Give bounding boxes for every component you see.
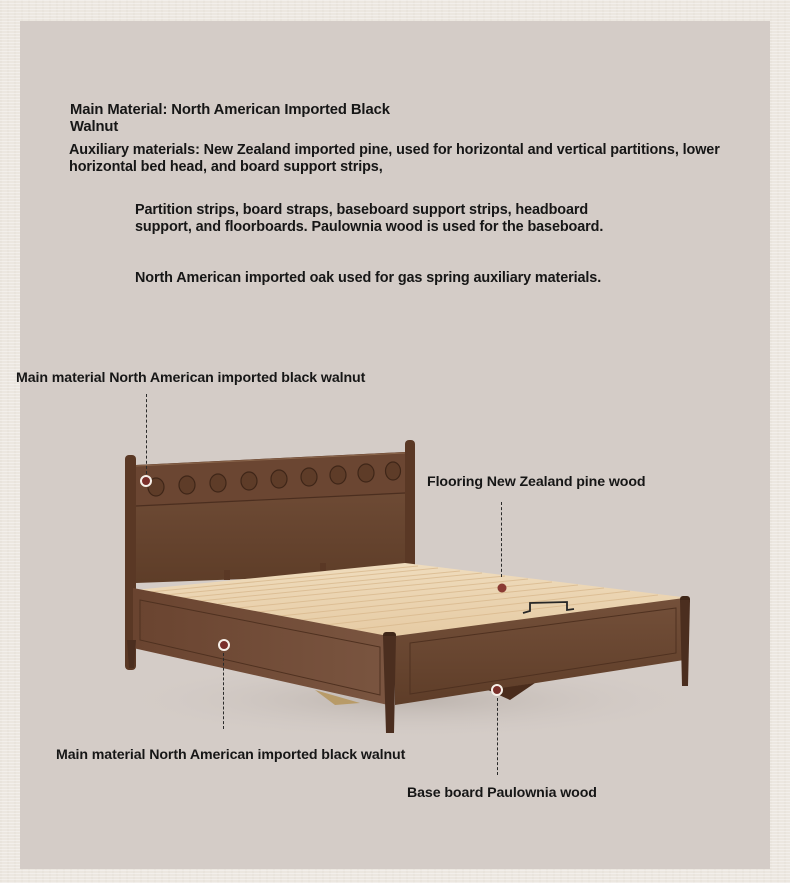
callout-flooring-leader	[501, 502, 502, 577]
hotspot-headboard[interactable]	[140, 475, 152, 487]
oak-note-text: North American imported oak used for gas spring auxiliary materials.	[135, 270, 602, 286]
callout-headboard-label: Main material North American imported black walnut	[16, 370, 366, 386]
partition-note-text: Partition strips, board straps, baseboard support strips, headboard support, and floorboards. Paulownia wood is used for the baseboard.	[135, 202, 604, 235]
hotspot-side-rail[interactable]	[218, 639, 230, 651]
callout-flooring-label: Flooring New Zealand pine wood	[427, 474, 646, 490]
main-material-heading: Main Material: North American Imported Black Walnut	[70, 102, 390, 135]
callout-base-board-leader	[497, 698, 498, 775]
hotspot-base-board[interactable]	[491, 684, 503, 696]
callout-side-rail-leader	[223, 653, 224, 729]
callout-base-board-label: Base board Paulownia wood	[407, 785, 597, 801]
callout-headboard-leader	[146, 394, 147, 474]
hotspot-flooring[interactable]	[498, 584, 507, 593]
auxiliary-materials-text: Auxiliary materials: New Zealand imported pine, used for horizontal and vertical partitions, lower horizontal bed head, and board support strips,	[69, 142, 720, 175]
callout-side-rail-label: Main material North American imported black walnut	[56, 747, 406, 763]
